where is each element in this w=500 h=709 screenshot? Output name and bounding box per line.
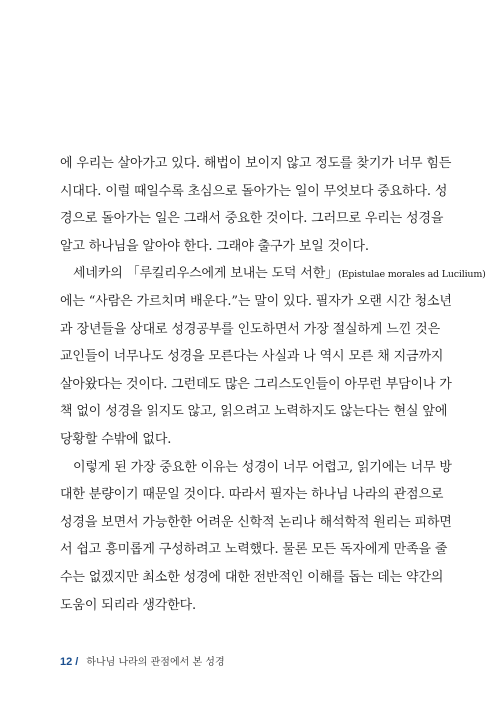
text-line: 서 쉽고 흥미롭게 구성하려고 노력했다. 물론 모든 독자에게 만족을 줄 [60, 542, 448, 558]
korean-title-text: 세네카의 「루킬리우스에게 보내는 도덕 서한」 [73, 266, 338, 282]
text-line: 성경을 보면서 가능한한 어려운 신학적 논리나 해석학적 원리는 피하면 [60, 514, 452, 530]
text-line: 에는 “사람은 가르치며 배운다.”는 말이 있다. 필자가 오랜 시간 청소년 [60, 293, 452, 309]
text-line: 교인들이 너무나도 성경을 모른다는 사실과 나 역시 모른 채 지금까지 [60, 349, 444, 365]
text-line-with-latin-title [60, 260, 486, 288]
text-line: 책 없이 성경을 읽지도 않고, 읽으려고 노력하지도 않는다는 현실 앞에 [60, 404, 448, 420]
page-footer [60, 650, 225, 670]
folio-separator: / [75, 656, 79, 668]
text-line: 당황할 수밖에 없다. [60, 431, 172, 447]
text-line: 경으로 돌아가는 일은 그래서 중요한 것이다. 그러므로 우리는 성경을 [60, 211, 444, 227]
text-line: 도움이 되리라 생각한다. [60, 597, 197, 613]
page-number: 12 [60, 656, 73, 668]
text-line: 알고 하나님을 알아야 한다. 그래야 출구가 보일 것이다. [60, 238, 369, 254]
text-line: 에 우리는 살아가고 있다. 해법이 보이지 않고 정도를 찾기가 너무 힘든 [60, 156, 452, 171]
text-line: 살아왔다는 것이다. 그런데도 많은 그리스도인들이 아무런 부담이나 가 [60, 376, 452, 392]
text-line: 과 장년들을 상대로 성경공부를 인도하면서 가장 절실하게 느낀 것은 [60, 321, 440, 337]
text-line: 수는 없겠지만 최소한 성경에 대한 전반적인 이해를 돕는 데는 약간의 [60, 569, 444, 585]
running-title: 하나님 나라의 관점에서 본 성경 [86, 657, 225, 668]
latin-title: (Epistulae morales ad Lucilium) [337, 269, 486, 281]
text-line: 이렇게 된 가장 중요한 이유는 성경이 너무 어렵고, 읽기에는 너무 방 [73, 459, 452, 475]
text-line: 대한 분량이기 때문일 것이다. 따라서 필자는 하나님 나라의 관점으로 [60, 487, 444, 503]
text-line: 시대다. 이럴 때일수록 초심으로 돌아가는 일이 무엇보다 중요하다. 성 [60, 183, 448, 199]
body-text [60, 150, 486, 619]
